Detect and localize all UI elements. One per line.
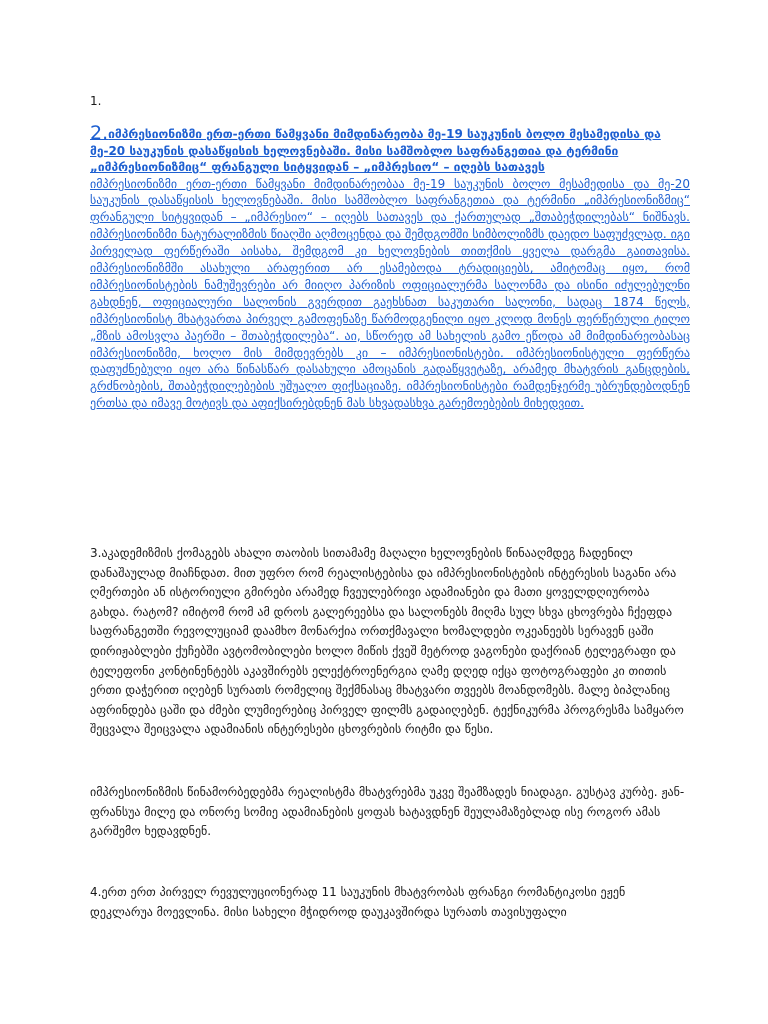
item-number-1: 1. (90, 94, 102, 108)
section-2-heading-link[interactable] (90, 122, 690, 176)
impressionism-precursors-paragraph: იმპრესიონიზმის წინამორბედებმა რეალისტმა მხატვრებმა უკვე შეამზადეს ნიადაგი. გუსტავ კურბე. ჟან-ფრანსუა მილე და ონორე სომიე ადამიანების ყოფას ხატავდნენ შეულამაზებლად ისე როგორ ამას გარშემო ხედავდნენ. (90, 785, 685, 839)
section-2 (90, 122, 690, 412)
section-2-heading-text: იმპრესიონიზმი ერთ-ერთი წამყვანი მიმდინარეობა მე-19 საუკუნის ბოლო მესამედისა და მე-20 საუკუნის დასაწყისის ხელოვნებაში. მისი სამშობლო საფრანგეთია და ტერმინი „იმპრესიონიზმიც“ ფრანგული სიტყვიდან – „იმპრესიო“ – იღებს სათავეს (90, 127, 661, 174)
section-4-paragraph: 4.ერთ ერთ პირველ რევულუციონერად 11 საუკუნის მხატვრობას ფრანგი რომანტიკოსი ეჟენ დეკლარუა მოევლინა. მისი სახელი მჭიდროდ დაუკავშირდა სურათს თავისუფალი (90, 885, 626, 919)
section-3-paragraph: 3.აკადემიზმის ქომაგებს ახალი თაობის სითამამე მაღალი ხელოვნების წინააღმდეგ ჩადენილ დანაშაულად მიაჩნდათ. მით უფრო რომ რეალისტებისა და იმპრესიონისტების ინტერესის საგანი არა ღმერთები ან ისტორიული გმირები არამედ ჩვეულებრივი ადამიანები და მათი ყოველდღიურობა გახდა. რატომ? იმიტომ რომ ამ დროს გალერეებსა და სალონებს მიღმა სულ სხვა ცხოვრება ჩქეფდა საფრანგეთში რევოლუციამ დაამხო მონარქია ორთქმავალი ხომალდები ოკეანეებს სერავენ ცაში დირიჟაბლები ქუჩებში ავტომობილები ხოლო მიწის ქვეშ მეტროდ ვაგონები დაქრიან ტელეგრაფი და ტელეფონი კონტინენტებს აკავშირებს ელექტროენერგია ღამე დღედ იქცა ფოტოგრაფები კი თითის ერთი დაჭერით იღებენ სურათს რომელიც შექმნასაც მხატვარი თვეებს მოანდომებს. მალე ბიპლანიც აფრინდება ცაში და ძმები ლუმიერებიც პირველ ფილმს გადაიღებენ. ტექნიკურმა პროგრესმა სამყარო შეცვალა შეიცვალა ადამიანის ინტერესები ცხოვრების რიტმი და წესი. (90, 546, 684, 737)
section-2-number: 2. (90, 122, 109, 144)
section-2-body-link[interactable]: იმპრესიონიზმი ერთ-ერთი წამყვანი მიმდინარეობაა მე-19 საუკუნის ბოლო მესამედისა და მე-20 საუკუნის დასაწყისის ხელოვნებაში. მისი სამშობლო საფრანგეთია და ტერმინი „იმპრესიონიზმიც“ ფრანგული სიტყვიდან – „იმპრესიო“ – იღებს სათავეს და ქართულად „შთაბეჭდილებას“ ნიშნავს. იმპრესიონიზმი ნატურალიზმის წიაღში აღმოცენდა და შემდგომში სიმბოლიზმს დაედო საფუძვლად. იგი პირველად ფერწერაში აისახა, შემდგომ კი ხელოვნების თითქმის ყველა დარგმა გაითავისა. იმპრესიონიზმში ასახული არაფერით არ ესამებოდა ტრადიციებს, ამიტომაც იყო, რომ იმპრესიონისტების ნამუშევრები არ მიიღო პარიზის ოფიციალურმა სალონმა და ისინი იძულებულნი გახდნენ, ოფიციალური სალონის გვერდით გაეხსნათ საკუთარი სალონი, სადაც 1874 წელს, იმპრესიონისტ მხატვართა პირველ გამოფენაზე წარმოდგენილი იყო კლოდ მონეს ფერწერული ტილო „მზის ამოსვლა პაერში – შთაბეჭდილება“. აი, სწორედ ამ სახელის გამო ეწოდა ამ მიმდინარეობასაც იმპრესიონიზმი, ხოლო მის მიმდევრებს კი – იმპრესიონისტები. იმპრესიონისტული ფერწერა დაფუძნებული იყო არა წინასწარ დასახული ამოცანის გადაწყვეტაზე, არამედ მხატვრის განცდების, გრძნობების, შთაბეჭდილებების უშუალო ფიქსაციაზე. იმპრესიონისტები რამდენჯერმე უბრუნდებოდნენ ერთსა და იმავე მოტივს და აფიქსირებდნენ მას სხვადასხვა გარემოებების მიხედვით. (90, 176, 690, 411)
